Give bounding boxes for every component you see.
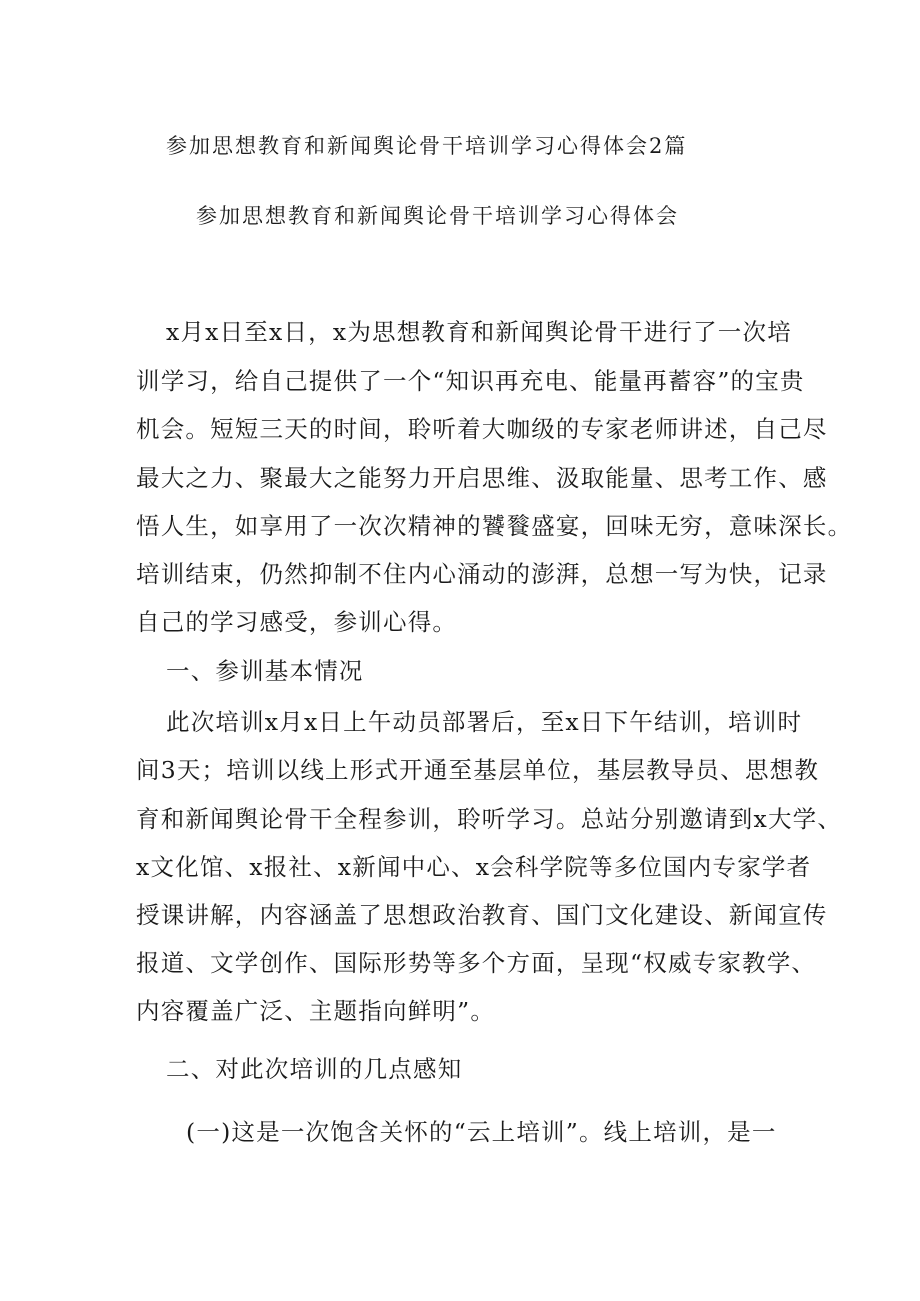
body-line-2: 训学习，给自己提供了一个“知识再充电、能量再蓄容”的宝贵 — [136, 367, 805, 395]
body-line-7: 自己的学习感受，参训心得。 — [136, 608, 458, 636]
body-line-10: 育和新闻舆论骨干全程参训，聆听学习。总站分别邀请到x大学、 — [136, 805, 843, 833]
body-line-11: x文化馆、x报社、x新闻中心、x会科学院等多位国内专家学者 — [136, 853, 812, 881]
body-line-5: 悟人生，如享用了一次次精神的饕餮盛宴，回味无穷，意味深长。 — [136, 512, 853, 540]
section-heading-2: 二、对此次培训的几点感知 — [166, 1055, 463, 1083]
subsection-line-1: (一)这是一次饱含关怀的“云上培训”。线上培训，是一 — [186, 1118, 777, 1146]
body-line-4: 最大之力、聚最大之能努力开启思维、汲取能量、思考工作、感 — [136, 464, 828, 492]
body-line-6: 培训结束，仍然抑制不住内心涌动的澎湃，总想一写为快，记录 — [136, 560, 828, 588]
document-title: 参加思想教育和新闻舆论骨干培训学习心得体会2篇 — [166, 134, 688, 158]
body-line-12: 授课讲解，内容涵盖了思想政治教育、国门文化建设、新闻宣传 — [136, 901, 828, 929]
body-line-3: 机会。短短三天的时间，聆听着大咖级的专家老师讲述，自己尽 — [136, 415, 828, 443]
body-line-13: 报道、文学创作、国际形势等多个方面，呈现“权威专家教学、 — [136, 949, 817, 977]
body-line-9: 间3天；培训以线上形式开通至基层单位，基层教导员、思想教 — [136, 756, 820, 784]
body-line-1: x月x日至x日，x为思想教育和新闻舆论骨干进行了一次培 — [166, 318, 792, 346]
document-subtitle: 参加思想教育和新闻舆论骨干培训学习心得体会 — [196, 204, 679, 228]
body-line-14: 内容覆盖广泛、主题指向鲜明”。 — [136, 997, 496, 1025]
section-heading-1: 一、参训基本情况 — [166, 657, 364, 685]
body-line-8: 此次培训x月x日上午动员部署后，至x日下午结训，培训时 — [166, 708, 803, 736]
